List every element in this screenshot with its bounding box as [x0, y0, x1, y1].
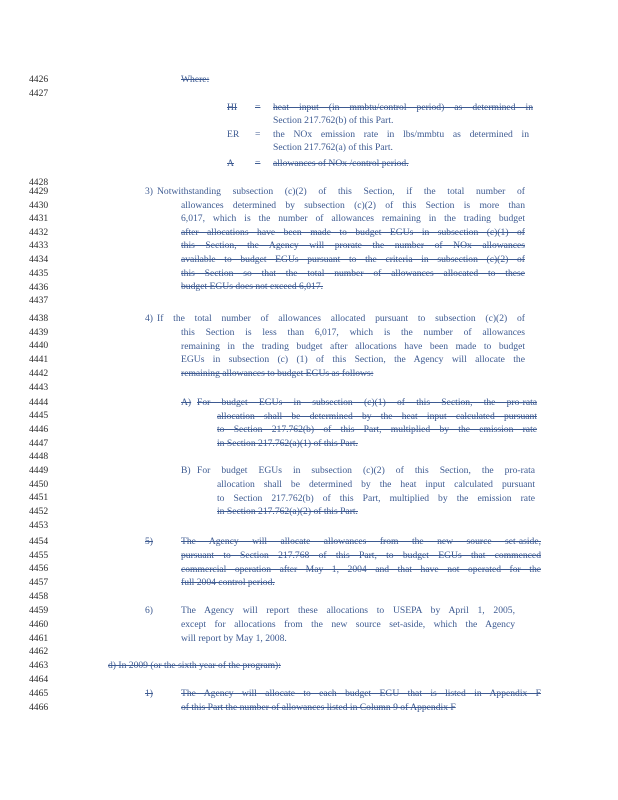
def-a-line1: allowances of NOx /control period.: [273, 158, 409, 169]
line-number: 4443: [29, 382, 49, 393]
line-number: 4429: [29, 186, 49, 197]
line-number: 4427: [29, 88, 49, 99]
item4a-label: A): [181, 397, 192, 408]
paragraph-line: commercial operation after May 1, 2004 and that have not operated for the: [181, 563, 541, 575]
line-number: 4459: [29, 605, 49, 616]
line-number: 4431: [29, 213, 49, 224]
line-number: 4437: [29, 295, 49, 306]
line-number: 4447: [29, 438, 49, 449]
line-number: 4457: [29, 577, 49, 588]
paragraph-line: full 2004 control period.: [181, 577, 275, 589]
line-number: 4466: [29, 702, 49, 713]
line-number: 4440: [29, 340, 49, 351]
item6-label: 6): [145, 605, 153, 616]
paragraph-line: allowances determined by subsection (c)(2) of this Section is more than: [181, 199, 525, 211]
paragraph-line: For budget EGUs in subsection (c)(2) of this Section, the pro-rata: [197, 465, 535, 476]
paragraph-line: The Agency will report these allocations to USEPA by April 1, 2005,: [181, 605, 515, 616]
paragraph-line: except for allocations from the new source set-aside, which the Agency: [181, 618, 515, 630]
def-er-symbol: ER: [227, 129, 240, 140]
paragraph-line: The Agency will allocate allowances from the new source set-aside,: [181, 536, 541, 547]
line-number: 4439: [29, 327, 49, 338]
line-number: 4454: [29, 536, 49, 547]
paragraph-line: in Section 217.762(a)(1) of this Part.: [217, 437, 358, 449]
line-number: 4462: [29, 646, 49, 657]
paragraph-line: pursuant to Section 217.768 of this Part, to budget EGUs that commenced: [181, 549, 541, 561]
line-number: 4432: [29, 227, 49, 238]
paragraph-line: The Agency will allocate to each budget EGU that is listed in Appendix F: [181, 688, 541, 699]
line-number: 4426: [29, 74, 49, 85]
paragraph-line: this Section so that the total number of allowances allocated to these: [181, 267, 525, 279]
def-a-symbol: A: [227, 158, 234, 169]
line-number: 4428: [29, 177, 49, 188]
line-number: 4458: [29, 591, 49, 602]
line-number: 4450: [29, 479, 49, 490]
item3-label: 3): [145, 186, 153, 197]
def-er-line1: the NOx emission rate in lbs/mmbtu as determined in: [273, 129, 529, 140]
line-number: 4448: [29, 451, 49, 462]
line-number: 4460: [29, 619, 49, 630]
paragraph-line: allocation shall be determined by the heat input calculated pursuant: [217, 478, 535, 490]
paragraph-line: EGUs in subsection (c) (1) of this Section, the Agency will allocate the: [181, 354, 525, 366]
paragraph-line: If the total number of allowances allocated pursuant to subsection (c)(2) of: [157, 313, 525, 324]
line-number: 4456: [29, 563, 49, 574]
def-er-equals: =: [255, 129, 261, 140]
paragraph-line: Notwithstanding subsection (c)(2) of this Section, if the total number of: [157, 186, 525, 197]
paragraph-line: after allocations have been made to budget EGUs in subsection (c)(1) of: [181, 226, 525, 238]
line-number: 4464: [29, 674, 49, 685]
paragraph-line: For budget EGUs in subsection (c)(1) of this Section, the pro-rata: [197, 397, 537, 408]
def-hi-symbol: HI: [227, 102, 238, 113]
line-number: 4453: [29, 520, 49, 531]
line-number: 4461: [29, 633, 49, 644]
paragraph-line: remaining allowances to budget EGUs as follows:: [181, 368, 374, 380]
paragraph-line: this Section, the Agency will prorate the number of NOx allowances: [181, 240, 525, 252]
line-number: 4452: [29, 506, 49, 517]
paragraph-line: remaining in the trading budget after allocations have been made to budget: [181, 340, 525, 352]
line-number: 4435: [29, 268, 49, 279]
where-label: Where:: [181, 74, 210, 85]
line-number: 4455: [29, 550, 49, 561]
line-number: 4449: [29, 465, 49, 476]
def-hi-equals: =: [255, 102, 261, 113]
item4-label: 4): [145, 313, 153, 324]
line-number: 4433: [29, 240, 49, 251]
line-number: 4434: [29, 254, 49, 265]
line-number: 4438: [29, 313, 49, 324]
line-number: 4465: [29, 688, 49, 699]
paragraph-line: to Section 217.762(b) of this Part, multiplied by the emission rate: [217, 492, 535, 504]
line-number: 4463: [29, 660, 49, 671]
line-number: 4445: [29, 410, 49, 421]
def-hi-line2: Section 217.762(b) of this Part.: [273, 115, 394, 126]
paragraph-line: in Section 217.762(a)(2) of this Part.: [217, 506, 358, 518]
line-number: 4451: [29, 492, 49, 503]
def-a-equals: =: [255, 158, 261, 169]
paragraph-line: allocation shall be determined by the heat input calculated pursuant: [217, 410, 537, 422]
line-number: 4446: [29, 424, 49, 435]
line-number: 4444: [29, 397, 49, 408]
line-number: 4442: [29, 368, 49, 379]
paragraph-line: budget EGUs does not exceed 6,017.: [181, 281, 324, 293]
item4b-label: B): [181, 465, 191, 476]
paragraph-line: available to budget EGUs pursuant to the criteria in subsection (c)(2) of: [181, 254, 525, 265]
paragraph-line: this Section is less than 6,017, which is the number of allowances: [181, 326, 525, 338]
line-number: 4441: [29, 354, 49, 365]
section-d-heading: d) In 2009 (or the sixth year of the program):: [108, 660, 281, 671]
line-number: 4436: [29, 282, 49, 293]
item-d1-label: 1): [145, 688, 153, 699]
def-er-line2: Section 217.762(a) of this Part.: [273, 142, 393, 153]
paragraph-line: 6,017, which is the number of allowances remaining in the trading budget: [181, 213, 525, 225]
line-number: 4430: [29, 200, 49, 211]
item5-label: 5): [145, 536, 153, 547]
paragraph-line: of this Part the number of allowances listed in Column 9 of Appendix F: [181, 702, 456, 713]
def-hi-line1: heat input (in mmbtu/control period) as determined in: [273, 102, 533, 113]
paragraph-line: will report by May 1, 2008.: [181, 632, 287, 644]
paragraph-line: to Section 217.762(b) of this Part, multiplied by the emission rate: [217, 424, 537, 436]
